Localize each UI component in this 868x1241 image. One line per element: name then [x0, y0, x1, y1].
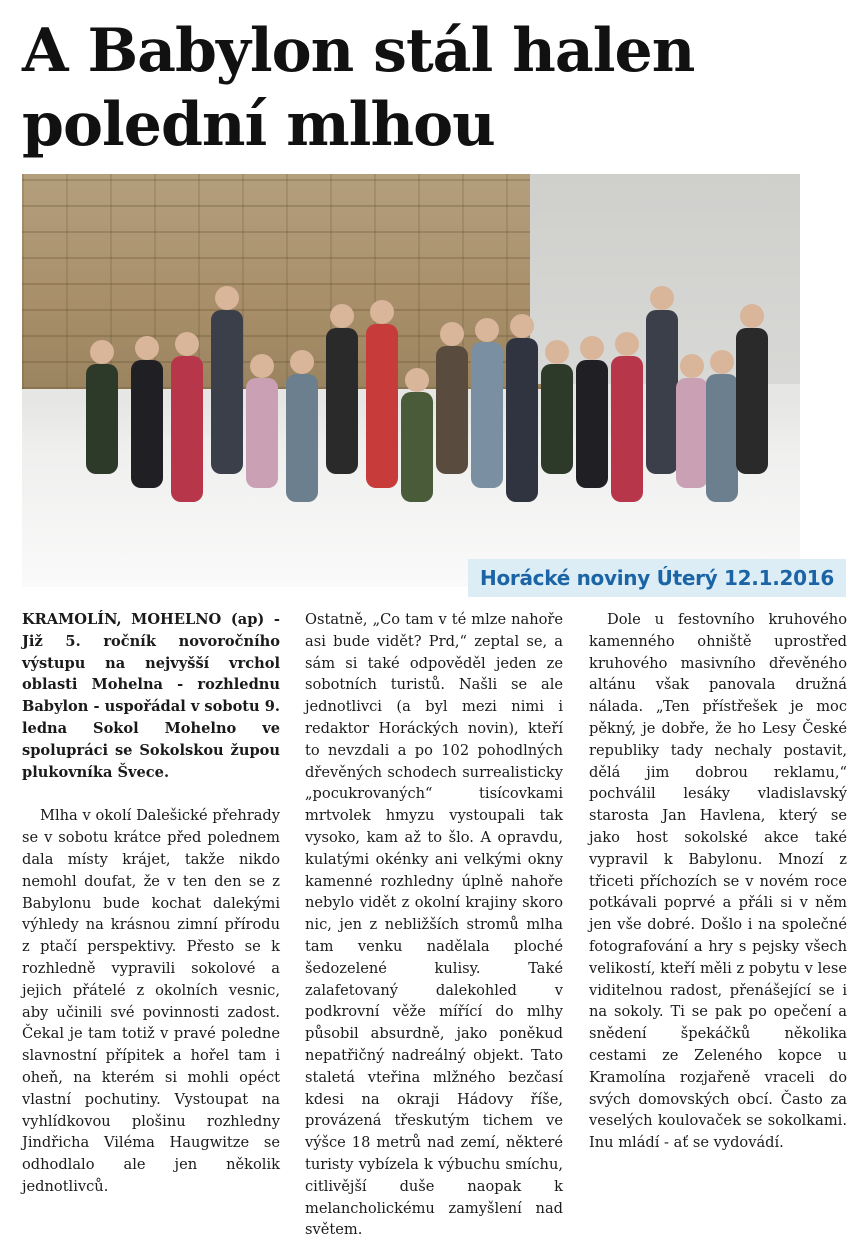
- person-head: [545, 340, 569, 364]
- person-figure: [541, 364, 573, 474]
- article-column-3: [589, 609, 847, 1154]
- person-figure: [286, 374, 318, 502]
- person-head: [215, 286, 239, 310]
- person-head: [405, 368, 429, 392]
- people-silhouettes: [22, 174, 800, 587]
- person-figure: [611, 356, 643, 502]
- person-head: [740, 304, 764, 328]
- person-figure: [706, 374, 738, 502]
- person-figure: [436, 346, 468, 474]
- person-head: [710, 350, 734, 374]
- group-photo: [22, 174, 800, 587]
- person-head: [510, 314, 534, 338]
- article-column-2: [305, 609, 563, 1241]
- person-figure: [131, 360, 163, 488]
- person-figure: [471, 342, 503, 488]
- person-head: [440, 322, 464, 346]
- article-column-1: [22, 609, 280, 1198]
- person-figure: [576, 360, 608, 488]
- person-figure: [171, 356, 203, 502]
- person-head: [330, 304, 354, 328]
- article-paragraph-2: Ostatně, „Co tam v té mlze nahoře asi bude vidět? Prd,“ zeptal se, a sám si také odpověděl jeden ze sobotních turistů. Našli se ale jednotlivci (a byl mezi nimi i redaktor Horáckých novin), kteří to nevzdali a po 102 pohodlných dřevěných schodech surrealisticky „pocukrovaných“ tisícovkami mrtvolek hmyzu vystoupali tak vysoko, kam až to šlo. A opravdu, kulatými okénky ani velkými okny kamenné rozhledny úplně nahoře nebylo vidět z okolní krajiny skoro nic, jen z nebližších stromů mlha tam venku nadělala ploché šedozelené kulisy. Také zalafetovaný dalekohled v podkrovní věže mířící do mlhy působil absurdně, jako poněkud nepatřičný nadreálný objekt. Tato staletá vteřina mlžného bezčasí kdesi na okraji Hádovy říše, provázená třeskutým tichem ve výšce 18 metrů nad zemí, některé turisty vybízela k výbuchu smíchu, citlivější duše naopak k melancholickému zamyšlení nad světem.: [305, 611, 563, 1239]
- person-head: [135, 336, 159, 360]
- article-lead: KRAMOLÍN, MOHELNO (ap) - Již 5. ročník novoročního výstupu na nejvyšší vrchol oblasti Mohelna - rozhlednu Babylon - uspořádal v sobotu 9. ledna Sokol Mohelno ve spolupráci se Sokolskou župou plukovníka Švece.: [22, 611, 280, 781]
- person-figure: [86, 364, 118, 474]
- person-head: [250, 354, 274, 378]
- person-figure: [401, 392, 433, 502]
- person-head: [650, 286, 674, 310]
- person-figure: [326, 328, 358, 474]
- article-paragraph-3: Dole u festovního kruhového kamenného ohniště uprostřed kruhového masivního dřevěného altánu však panovala družná nálada. „Ten přístřešek je moc pěkný, je dobře, že ho Lesy České republiky tady nechaly postavit, dělá jim dobrou reklamu,“ pochválil lesáky vladislavský starosta Jan Havlena, který se jako host sokolské akce také vypravil k Babylonu. Mnozí z třiceti příchozích se v novém roce potkávali poprvé a přáli si v něm jen vše dobré. Došlo i na společné fotografování a hry s pejsky všech velikostí, kteří měli z pobytu v lese viditelnou radost, přenášející se i na sokoly. Ti se pak po opečení a snědení špekáčků několika cestami ze Zeleného kopce u Kramolína rozjařeně vraceli do svých domovských obcí. Často za veselých koulovaček se sokolkami. Inu mládí - ať se vydovádí.: [589, 611, 847, 1152]
- person-figure: [211, 310, 243, 474]
- article-paragraph-1: Mlha v okolí Dalešické přehrady se v sobotu krátce před polednem dala místy krájet, takže nikdo nemohl doufat, že v ten den se z Babylonu bude kochat dalekými výhledy na krásnou zimní přírodu z ptačí perspektivy. Přesto se k rozhledně vypravili sokolové a jejich přátelé z okolních vesnic, aby učinili své povinnosti zadost. Čekal je tam totiž v pravé poledne slavnostní přípitek a hořel tam i oheň, na kterém si mohli opéct vlastní pochutiny. Vystoupat na vyhlídkovou plošinu rozhledny Jindřicha Viléma Haugwitze se odhodlalo ale jen několik jednotlivců.: [22, 807, 280, 1195]
- person-head: [475, 318, 499, 342]
- person-figure: [736, 328, 768, 474]
- person-head: [175, 332, 199, 356]
- person-figure: [646, 310, 678, 474]
- person-figure: [366, 324, 398, 488]
- person-figure: [676, 378, 708, 488]
- headline: A Babylon stál halen polední mlhou: [22, 16, 695, 160]
- newspaper-date-badge: Horácké noviny Úterý 12.1.2016: [468, 559, 846, 597]
- person-head: [580, 336, 604, 360]
- person-head: [680, 354, 704, 378]
- person-head: [370, 300, 394, 324]
- person-head: [90, 340, 114, 364]
- person-head: [290, 350, 314, 374]
- person-head: [615, 332, 639, 356]
- person-figure: [246, 378, 278, 488]
- person-figure: [506, 338, 538, 502]
